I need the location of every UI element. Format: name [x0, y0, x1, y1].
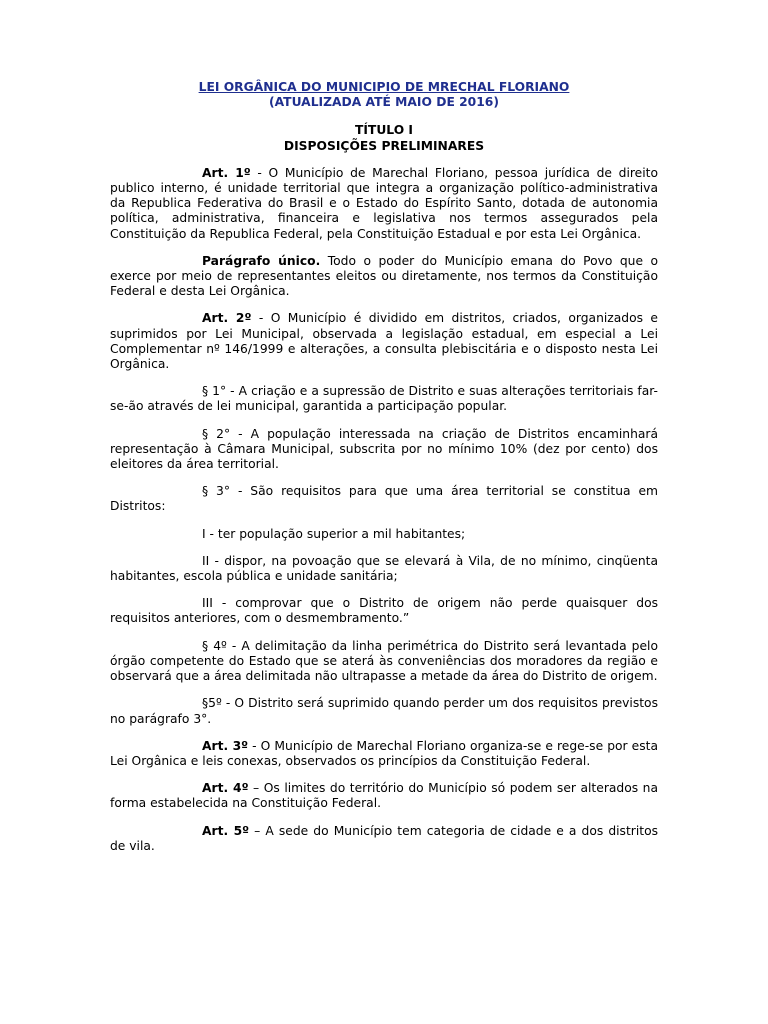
section-paragraph-1-text: § 1° - A criação e a supressão de Distrito e suas alterações territoriais far-se-ão através de lei municipal, garantida a participação popular.	[110, 384, 658, 414]
section-paragraph-4-text: § 4º - A delimitação da linha perimétrica do Distrito será levantada pelo órgão competente do Estado que se aterá às conveniências dos moradores da região e observará que a área delimitada não ultrapasse a metade da área do Distrito de origem.	[110, 638, 658, 684]
article-4-text: – Os limites do território do Município só podem ser alterados na forma estabelecida na Constituição Federal.	[110, 781, 658, 811]
document-title: LEI ORGÂNICA DO MUNICIPIO DE MRECHAL FLORIANO	[198, 80, 570, 94]
article-1	[110, 166, 658, 242]
single-paragraph	[110, 254, 658, 300]
article-3	[110, 739, 658, 769]
clause-i-text: I - ter população superior a mil habitantes;	[202, 526, 466, 541]
section-paragraph-2	[110, 427, 658, 473]
article-3-text: - O Município de Marechal Floriano organiza-se e rege-se por esta Lei Orgânica e leis conexas, observados os princípios da Constituição Federal.	[110, 738, 658, 768]
single-paragraph-lead: Parágrafo único.	[202, 253, 321, 268]
article-5	[110, 824, 658, 854]
section-paragraph-3	[110, 484, 658, 514]
article-2-text: - O Município é dividido em distritos, criados, organizados e suprimidos por Lei Municipal, observada a legislação estadual, em especial a Lei Complementar nº 146/1999 e alterações, a consulta plebiscitária e o disposto nesta Lei Orgânica.	[110, 311, 658, 372]
section-paragraph-4	[110, 639, 658, 685]
section-paragraph-5-text: §5º - O Distrito será suprimido quando perder um dos requisitos previstos no parágrafo 3°.	[110, 696, 658, 726]
article-4	[110, 781, 658, 811]
section-paragraph-5	[110, 696, 658, 726]
document-page	[110, 80, 658, 854]
article-5-lead: Art. 5º	[202, 823, 250, 838]
section-paragraph-2-text: § 2° - A população interessada na criação de Distritos encaminhará representação à Câmara Municipal, subscrita por no mínimo 10% (dez por cento) dos eleitores da área territorial.	[110, 426, 658, 472]
article-1-text: - O Município de Marechal Floriano, pessoa jurídica de direito publico interno, é unidade territorial que integra a organização político-administrativa da Republica Federativa do Brasil e o Estado do Espírito Santo, dotada de autonomia política, administrativa, financeira e legislativa nos termos assegurados pela Constituição da Republica Federal, pela Constituição Estadual e por esta Lei Orgânica.	[110, 165, 658, 241]
clause-iii	[110, 596, 658, 626]
article-4-lead: Art. 4º	[202, 781, 249, 796]
article-1-lead: Art. 1º	[202, 165, 251, 180]
document-subtitle: (ATUALIZADA ATÉ MAIO DE 2016)	[269, 95, 499, 110]
article-5-text: – A sede do Município tem categoria de cidade e a dos distritos de vila.	[110, 823, 658, 853]
clause-ii-text: II - dispor, na povoação que se elevará à Vila, de no mínimo, cinqüenta habitantes, escola pública e unidade sanitária;	[110, 553, 658, 584]
section-paragraph-3-text: § 3° - São requisitos para que uma área territorial se constitua em Distritos:	[110, 484, 658, 514]
article-3-lead: Art. 3º	[202, 738, 249, 753]
clause-iii-text: III - comprovar que o Distrito de origem não perde quaisquer dos requisitos anteriores, com o desmembramento.”	[110, 596, 658, 626]
section-title: TÍTULO I	[354, 123, 414, 138]
single-paragraph-text: Todo o poder do Município emana do Povo que o exerce por meio de representantes eleitos ou diretamente, nos termos da Constituição Federal e desta Lei Orgânica.	[110, 253, 659, 299]
article-2	[110, 311, 658, 372]
section-paragraph-1	[110, 384, 658, 414]
clause-i	[110, 527, 658, 542]
section-subtitle: DISPOSIÇÕES PRELIMINARES	[283, 138, 485, 153]
clause-ii	[110, 554, 658, 584]
article-2-lead: Art. 2º	[202, 311, 252, 326]
